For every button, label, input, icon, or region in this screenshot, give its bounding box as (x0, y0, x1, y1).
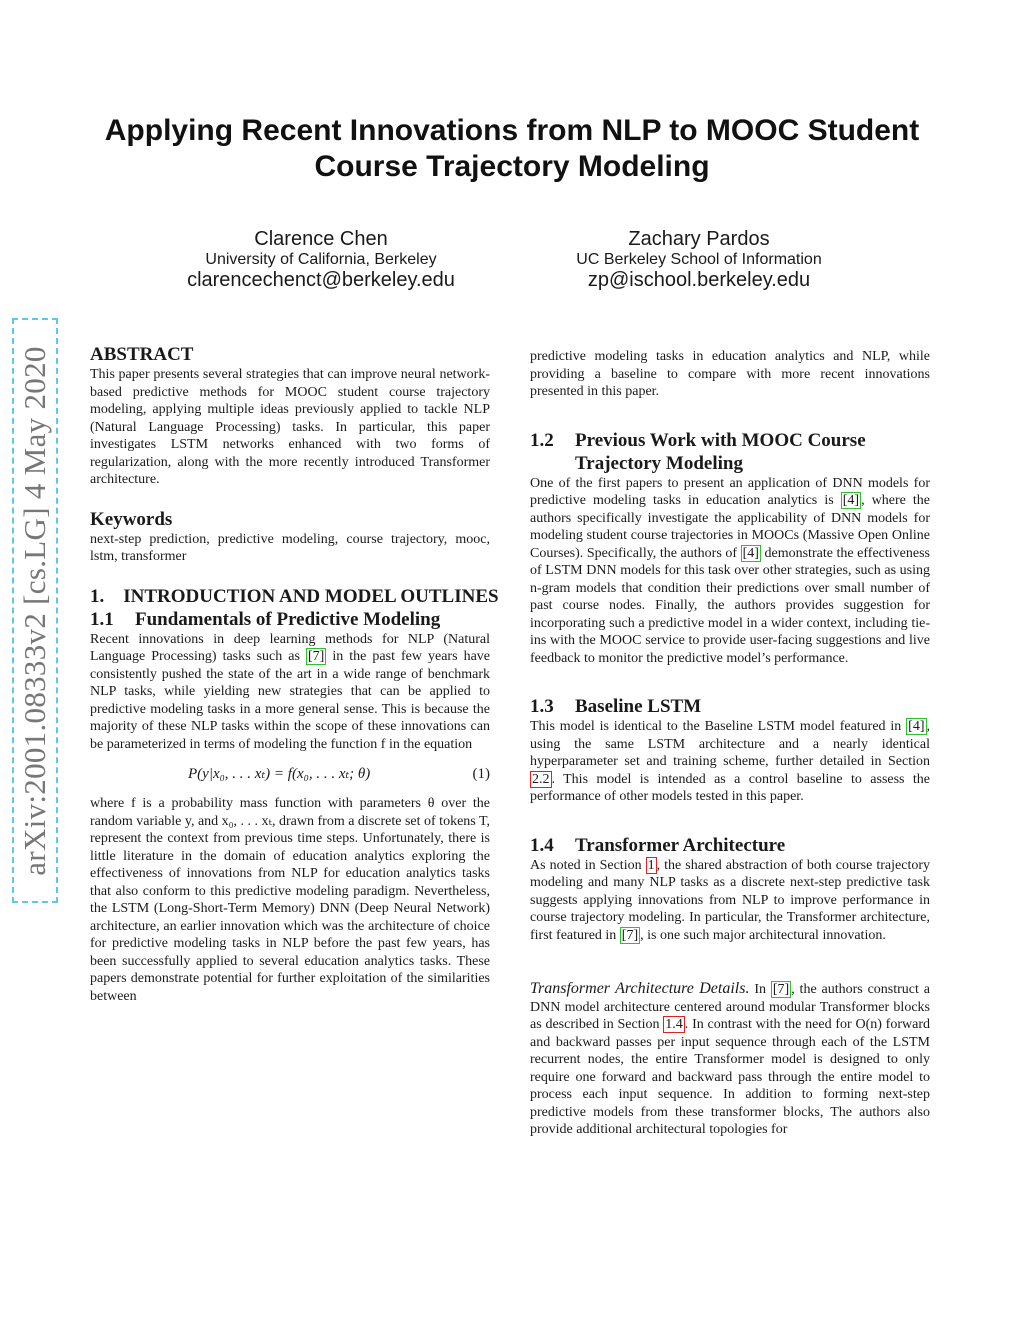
text-run: One of the first papers to present an application of DNN models for predictive modeling tasks in education analytics is (530, 475, 930, 508)
text-run: , using the same LSTM architecture and a nearly identical hyperparameter set and training scheme, further detailed in Section (530, 719, 930, 769)
text-run: In (749, 982, 771, 997)
arxiv-stamp-text: arXiv:2001.08333v2 [cs.LG] 4 May 2020 (17, 345, 52, 876)
paper-title (60, 113, 964, 185)
paragraph: where f is a probability mass function with parameters θ over the random variable y, and x₀, . . . xₜ, drawn from a discrete set of tokens T, represent the context from previous time steps. Unfortunately, there is little literature in the domain of education analytics exploring the effectiveness of innovations from NLP for education analytics tasks that also conform to this predictive modeling paradigm. Nevertheless, the LSTM (Long-Short-Term Memory) DNN (Deep Neural Network) architecture, an earlier innovation which was the architecture of choice for predictive modeling tasks in NLP before the past few years, has been successfully applied to several education analytics tasks. These papers demonstrate potential for further exploitation of the similarities between (90, 796, 490, 1004)
equation-number: (1) (472, 766, 490, 782)
author-affiliation: UC Berkeley School of Information (576, 251, 822, 268)
author-name: Zachary Pardos (628, 228, 770, 250)
arxiv-stamp[interactable] (12, 318, 58, 903)
text-run: . This model is intended as a control baseline to assess the performance of other models tested in this paper. (530, 771, 930, 804)
paragraph (530, 980, 930, 1139)
paragraph: predictive modeling tasks in education analytics and NLP, while providing a baseline to compare with more recent innovations presented in this paper. (530, 349, 930, 399)
text-run: This model is identical to the Baseline LSTM model featured in (530, 719, 907, 734)
section-ref-link[interactable]: 2.2 (532, 771, 550, 787)
abstract-text: This paper presents several strategies that can improve neural network-based predictive methods for MOOC student course trajectory modeling, applying multiple ideas previously applied to tackle NLP (Natural Language Processing) tasks. In particular, this paper investigates LSTM networks enhanced with two forms of regularization, along with the more recently introduced Transformer architecture. (90, 367, 490, 487)
keywords-heading: Keywords (90, 508, 173, 530)
text-run: , is one such major architectural innovation. (640, 927, 886, 943)
section-1-1-heading (90, 608, 490, 631)
citation-link[interactable]: [4] (842, 493, 860, 508)
author-email: zp@ischool.berkeley.edu (587, 269, 811, 291)
author-email: clarencechenct@berkeley.edu (187, 269, 455, 291)
section-ref-link[interactable]: 1 (647, 857, 655, 873)
section-number: 1.1 (90, 608, 114, 630)
paragraph-title: Transformer Architecture Details. (530, 980, 750, 997)
paper-title-line1: Applying Recent Innovations from NLP to MOOC Student (104, 114, 920, 147)
left-column (90, 344, 499, 1005)
author-name: Clarence Chen (254, 228, 388, 250)
paragraph (530, 475, 930, 668)
section-title: Transformer Architecture (575, 834, 786, 856)
author-block-2 (548, 228, 850, 291)
section-ref-link[interactable]: 1.4 (665, 1017, 683, 1032)
text-run: , where the authors specifically investigate the applicability of DNN models for modeling student course trajectories in MOOCs (Massive Open Online Courses). Specifically, the authors of (530, 493, 930, 561)
text-run: , the shared abstraction of both course trajectory modeling and many NLP tasks as a discrete next-step predictive task suggests applying innovations from NLP to improve performance in course trajectory modeling. In particular, the Transformer architecture, first featured in (530, 857, 930, 943)
equation-formula: P(y|x₀, . . . xₜ) = f(x₀, . . . xₜ; θ) (188, 766, 371, 782)
right-column (530, 348, 930, 1139)
text-run: . In contrast with the need for O(n) forward and backward passes per input sequence through each of the LSTM recurrent nodes, the entire Transformer model is designed to only require one forward and backward pass through the entire model to process each input sequence. In addition to forming next-step predictive models from these transformer blocks, The authors also provide additional architectural topologies for (530, 1017, 930, 1137)
section-1-4-heading (530, 834, 930, 857)
author-block-1 (170, 228, 472, 291)
text-run: Recent innovations in deep learning methods for NLP (Natural Language Processing) tasks such as (90, 631, 490, 664)
abstract-heading: ABSTRACT (90, 344, 194, 365)
section-1-3-heading (530, 695, 930, 718)
citation-link[interactable]: [4] (742, 545, 759, 561)
equation-1 (90, 761, 490, 787)
author-affiliation: University of California, Berkeley (205, 251, 437, 268)
paragraph (90, 631, 490, 754)
section-1-2-heading (530, 429, 930, 475)
section-number: 1.4 (530, 834, 554, 856)
keywords-text: next-step prediction, predictive modeling, course trajectory, mooc, lstm, transformer (90, 531, 490, 564)
section-1-heading: 1. INTRODUCTION AND MODEL OUTLINES (90, 585, 499, 607)
section-number: 1.3 (530, 696, 554, 717)
citation-link[interactable]: [4] (908, 719, 925, 734)
section-title: Baseline LSTM (575, 696, 702, 717)
paragraph (530, 718, 930, 806)
text-run: , the authors construct a DNN model architecture centered around modular Transformer blocks as described in Section (530, 982, 930, 1032)
text-run: As noted in Section (530, 857, 646, 873)
section-title: Fundamentals of Predictive Modeling (135, 608, 441, 630)
citation-link[interactable]: [7] (772, 982, 790, 997)
text-run: in the past few years have consistently pushed the state of the art in a wide range of benchmark NLP tasks, while yielding new strategies that can be applied to predictive modeling tasks in a more general sense. This is because the majority of these NLP tasks within the scope of these innovations can be parameterized in terms of modeling the function f in the equation (90, 649, 491, 752)
citation-link[interactable]: [7] (621, 927, 639, 943)
paragraph (530, 857, 930, 945)
paper-title-line2: Course Trajectory Modeling (314, 150, 710, 183)
section-number: 1.2 (530, 429, 554, 451)
text-run: demonstrate the effectiveness of LSTM DNN models for this task over other strategies, such as using n-gram models that condition their predictions over small number of past course nodes. Finally, the authors provides suggestion for incorporating such a predictive model in a wider context, including tie-ins with the MOOC service to provide user-facing suggestions and live feedback to monitor the predictive model’s performance. (530, 545, 930, 666)
section-title: Previous Work with MOOC Course Trajectory Modeling (575, 429, 866, 474)
citation-link[interactable]: [7] (308, 649, 325, 664)
